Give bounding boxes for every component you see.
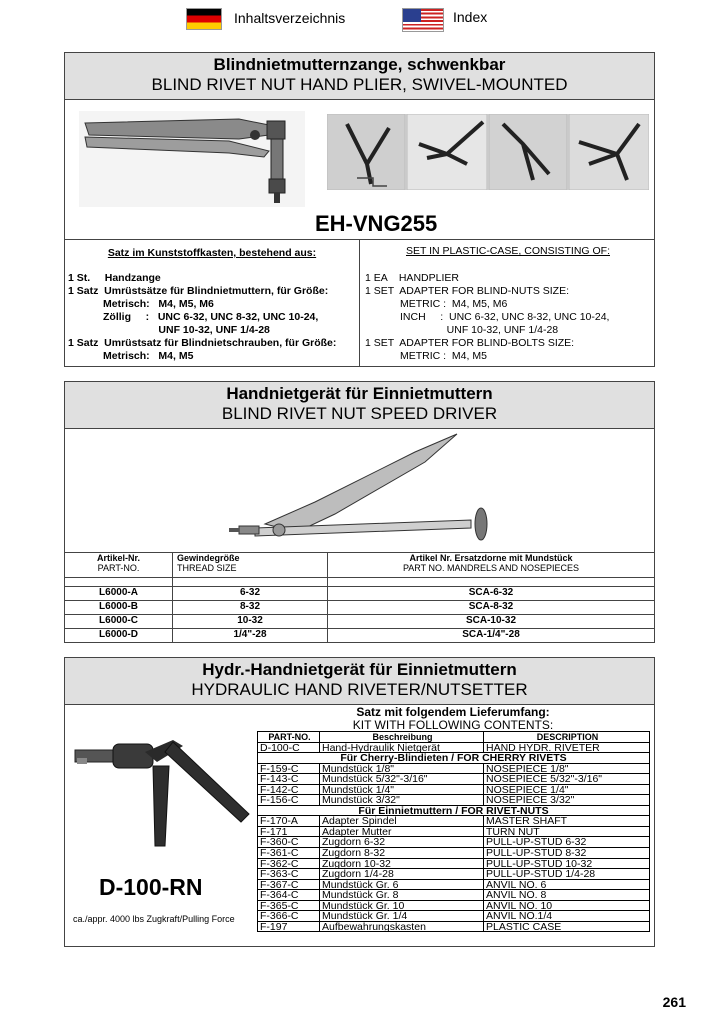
description-de: Mundstück 1/4" (320, 785, 484, 795)
description-en: TURN NUT (484, 827, 650, 837)
table-group-row (258, 753, 650, 764)
section-header (65, 53, 654, 100)
kit-line-en: 1 EA HANDPLIER (365, 272, 459, 284)
description-en: PULL-UP-STUD 6-32 (484, 837, 650, 847)
table-row (258, 774, 650, 785)
column-divider (359, 240, 360, 367)
description-en: MASTER SHAFT (484, 816, 650, 826)
description-en: NOSEPIECE 3/32" (484, 795, 650, 805)
product-section-l6000 (64, 381, 655, 643)
section-title-en: BLIND RIVET NUT HAND PLIER, SWIVEL-MOUNTED (151, 75, 568, 94)
hydraulic-riveter-image (73, 736, 253, 856)
kit-line-de: 1 St. Handzange (68, 272, 161, 284)
us-flag-icon[interactable] (402, 8, 444, 32)
kit-contents-en (365, 240, 651, 363)
kit-line-en: UNF 10-32, UNF 1/4-28 (365, 324, 559, 336)
kit-title-de: Satz mit folgendem Lieferumfang: (356, 705, 550, 719)
part-no: F-156-C (258, 795, 320, 805)
mandrel-part-no: SCA-8-32 (468, 601, 514, 612)
kit-line-de: UNF 10-32, UNF 1/4-28 (68, 324, 270, 336)
thread-size: 8-32 (173, 601, 328, 614)
table-header-row (65, 553, 654, 578)
part-no: F-367-C (258, 880, 320, 890)
part-no: F-170-A (258, 816, 320, 826)
description-de: Hand-Hydraulik Nietgerät (320, 743, 484, 753)
part-no: F-159-C (258, 764, 320, 774)
description-de: Mundstück Gr. 6 (320, 880, 484, 890)
group-label: Für Cherry-Blindieten / FOR CHERRY RIVETS (258, 753, 650, 763)
kit-contents-de (68, 240, 356, 363)
description-de: Aufbewahrungskasten (320, 922, 484, 932)
section-header (65, 658, 654, 705)
product-section-eh-vng255 (64, 52, 655, 367)
speed-driver-table (65, 552, 654, 642)
header-desc-en: DESCRIPTION (484, 732, 650, 742)
description-en: NOSEPIECE 1/4" (484, 785, 650, 795)
section-title-de: Blindnietmutternzange, schwenkbar (213, 55, 506, 74)
part-no: F-365-C (258, 901, 320, 911)
description-en: NOSEPIECE 1/8" (484, 764, 650, 774)
description-de: Zugdorn 10-32 (320, 859, 484, 869)
header-mandrel-en: PART NO. MANDRELS AND NOSEPIECES (402, 563, 580, 573)
description-en: ANVIL NO. 8 (484, 890, 650, 900)
description-en: ANVIL NO.1/4 (484, 911, 650, 921)
part-no: L6000-D (65, 629, 173, 642)
section-title-en: HYDRAULIC HAND RIVETER/NUTSETTER (191, 680, 528, 699)
group-label: Für Einnietmuttern / FOR RIVET-NUTS (258, 806, 650, 816)
mandrel-part-no: SCA-1/4"-28 (462, 629, 520, 640)
part-no: F-360-C (258, 837, 320, 847)
table-row (65, 629, 654, 642)
description-en: NOSEPIECE 5/32"-3/16" (484, 774, 650, 784)
table-row (65, 601, 654, 615)
model-number: EH-VNG255 (315, 211, 438, 236)
description-en: HAND HYDR. RIVETER (484, 743, 650, 753)
description-en: PULL-UP-STUD 1/4-28 (484, 869, 650, 879)
table-row (258, 743, 650, 754)
kit-title-de: Satz im Kunststoffkasten, bestehend aus: (107, 247, 317, 259)
header-desc-de: Beschreibung (320, 732, 484, 742)
hydraulic-kit-table (257, 731, 650, 932)
kit-line-en: INCH : UNC 6-32, UNC 8-32, UNC 10-24, (365, 311, 610, 323)
table-header-row (258, 732, 650, 743)
table-row (258, 890, 650, 901)
mandrel-part-no: SCA-6-32 (468, 587, 514, 598)
part-no: F-362-C (258, 859, 320, 869)
description-de: Adapter Spindel (320, 816, 484, 826)
speed-driver-image (225, 432, 495, 548)
table-row (258, 764, 650, 775)
header-part-de: Artikel-Nr. (96, 553, 140, 563)
header-mandrel-de: Artikel Nr. Ersatzdorne mit Mundstück (409, 553, 573, 563)
kit-line-de: 1 Satz Umrüstsätze für Blindnietmuttern, für Größe: (68, 285, 329, 297)
part-no: F-142-C (258, 785, 320, 795)
table-row (65, 587, 654, 601)
part-no: L6000-A (65, 587, 173, 600)
description-en: ANVIL NO. 10 (484, 901, 650, 911)
table-row (258, 859, 650, 870)
table-row (258, 795, 650, 806)
section-title-de: Handnietgerät für Einnietmuttern (226, 384, 493, 403)
kit-line-de: Zöllig : UNC 6-32, UNC 8-32, UNC 10-24, (68, 311, 319, 323)
part-no: F-143-C (258, 774, 320, 784)
description-de: Zugdorn 8-32 (320, 848, 484, 858)
description-en: PULL-UP-STUD 10-32 (484, 859, 650, 869)
section-title-en: BLIND RIVET NUT SPEED DRIVER (221, 404, 498, 423)
kit-title-en: KIT WITH FOLLOWING CONTENTS: (352, 718, 554, 732)
header-part-en: PART-NO. (97, 563, 140, 573)
table-row (258, 901, 650, 912)
description-en: PLASTIC CASE (484, 922, 650, 932)
pulling-force: ca./appr. 4000 lbs Zugkraft/Pulling Force (73, 914, 235, 924)
section-header (65, 382, 654, 429)
table-row (258, 880, 650, 891)
header-thread-en: THREAD SIZE (177, 563, 237, 573)
part-no: F-197 (258, 922, 320, 932)
header-part: PART-NO. (258, 732, 320, 742)
kit-line-de: Metrisch: M4, M5, M6 (68, 298, 214, 310)
thread-size: 10-32 (173, 615, 328, 628)
kit-line-en: 1 SET ADAPTER FOR BLIND-BOLTS SIZE: (365, 337, 575, 349)
table-group-row (258, 806, 650, 817)
nav-link-index[interactable]: Index (453, 9, 488, 25)
model-number: D-100-RN (99, 874, 203, 900)
kit-line-de: Metrisch: M4, M5 (68, 350, 194, 362)
table-spacer-row (65, 578, 654, 587)
description-de: Mundstück Gr. 8 (320, 890, 484, 900)
usage-photos-image (327, 114, 649, 190)
mandrel-part-no: SCA-10-32 (465, 615, 517, 626)
description-de: Mundstück 5/32"-3/16" (320, 774, 484, 784)
description-de: Mundstück Gr. 1/4 (320, 911, 484, 921)
description-de: Zugdorn 6-32 (320, 837, 484, 847)
kit-line-en: METRIC : M4, M5 (365, 350, 487, 362)
kit-title-en: SET IN PLASTIC-CASE, CONSISTING OF: (405, 245, 610, 257)
kit-line-en: METRIC : M4, M5, M6 (365, 298, 508, 310)
part-no: F-364-C (258, 890, 320, 900)
table-row (258, 816, 650, 827)
part-no: F-363-C (258, 869, 320, 879)
thread-size: 1/4"-28 (173, 629, 328, 642)
header-thread-de: Gewindegröße (177, 553, 240, 563)
part-no: D-100-C (258, 743, 320, 753)
nav-link-inhaltsverzeichnis[interactable]: Inhaltsverzeichnis (234, 10, 346, 26)
description-de: Adapter Mutter (320, 827, 484, 837)
description-de: Zugdorn 1/4-28 (320, 869, 484, 879)
table-row (258, 785, 650, 796)
part-no: F-171 (258, 827, 320, 837)
kit-line-de: 1 Satz Umrüstsatz für Blindnietschrauben, für Größe: (68, 337, 337, 349)
product-section-d-100-rn (64, 657, 655, 947)
thread-size: 6-32 (173, 587, 328, 600)
kit-contents-box (65, 239, 654, 367)
table-row (258, 827, 650, 838)
table-row (258, 837, 650, 848)
description-en: ANVIL NO. 6 (484, 880, 650, 890)
swivel-plier-image (79, 111, 305, 207)
section-title-de: Hydr.-Handnietgerät für Einnietmuttern (202, 660, 517, 679)
table-row (258, 911, 650, 922)
description-de: Mundstück Gr. 10 (320, 901, 484, 911)
table-row (65, 615, 654, 629)
table-row (258, 848, 650, 859)
description-de: Mundstück 1/8" (320, 764, 484, 774)
part-no: L6000-C (65, 615, 173, 628)
part-no: L6000-B (65, 601, 173, 614)
description-de: Mundstück 3/32" (320, 795, 484, 805)
table-row (258, 922, 650, 933)
kit-line-en: 1 SET ADAPTER FOR BLIND-NUTS SIZE: (365, 285, 570, 297)
description-en: PULL-UP-STUD 8-32 (484, 848, 650, 858)
page-number: 261 (662, 994, 686, 1010)
german-flag-icon[interactable] (186, 8, 222, 30)
part-no: F-361-C (258, 848, 320, 858)
part-no: F-366-C (258, 911, 320, 921)
table-row (258, 869, 650, 880)
